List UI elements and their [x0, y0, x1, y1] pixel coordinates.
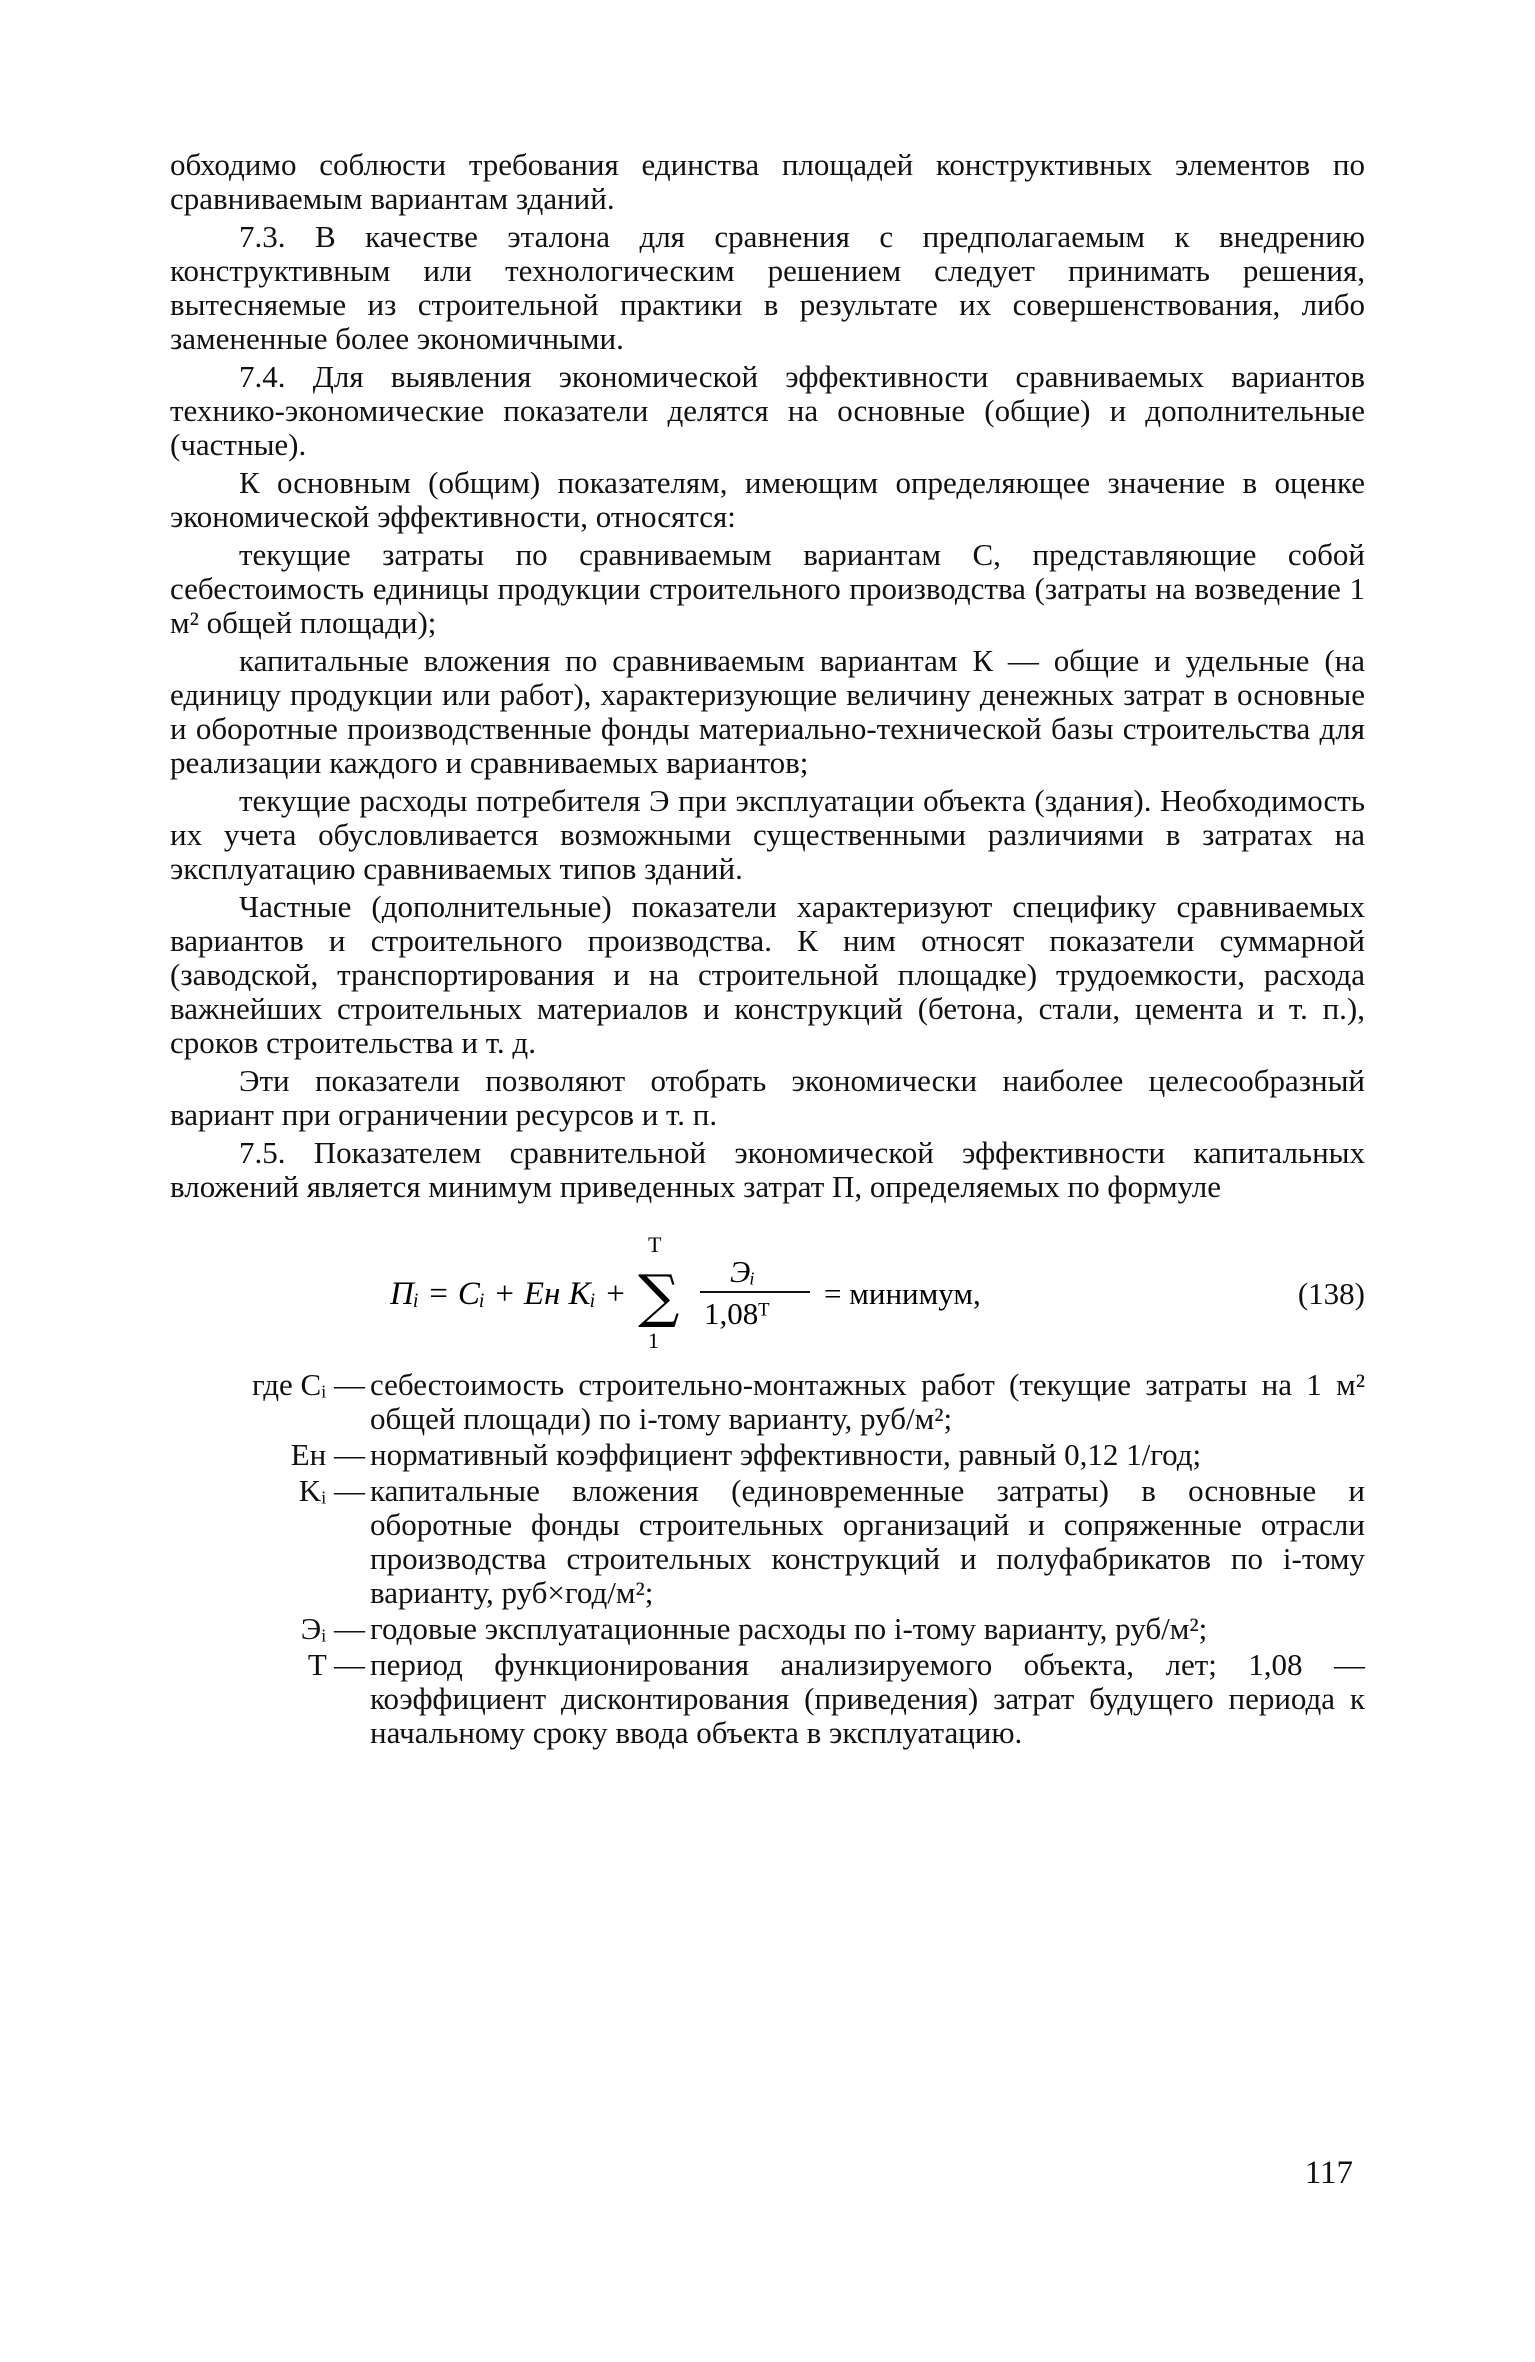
paragraph-capital-investments: капитальные вложения по сравниваемым вариантам К — общие и удельные (на единицу продукции или работ), характеризующие величину денежных затрат в основные и оборотные производственные фонды материально-технической базы строительства для реализации каждого и сравниваемых вариантов; — [170, 643, 1365, 780]
definition-text: нормативный коэффициент эффективности, равный 0,12 1/год; — [370, 1437, 1202, 1472]
paragraph-current-costs: текущие затраты по сравниваемым вариантам С, представляющие собой себестоимость единицы продукции строительного производства (затраты на возведение 1 м² общей площади); — [170, 537, 1365, 640]
definition-k — [170, 1474, 1365, 1610]
formula-138 — [170, 1232, 1365, 1350]
formula-sum-lower: 1 — [648, 1328, 659, 1350]
page-number: 117 — [1304, 2155, 1353, 2191]
definition-symbol: T — — [307, 1647, 365, 1682]
summation-icon: ∑ — [638, 1262, 680, 1330]
formula-denominator: 1,08ᵀ — [704, 1296, 770, 1331]
paragraph-7-4: 7.4. Для выявления экономической эффективности сравниваемых вариантов технико-экономические показатели делятся на основные (общие) и дополнительные (частные). — [170, 359, 1365, 462]
definition-e — [170, 1612, 1365, 1646]
definition-text: капитальные вложения (единовременные затраты) в основные и оборотные фонды строительных организаций и сопряженные отрасли производства строительных конструкций и полуфабрикатов по i-тому варианту, руб×год/м²; — [370, 1473, 1365, 1610]
definition-text: себестоимость строительно-монтажных работ (текущие затраты на 1 м² общей площади) по i-тому варианту, руб/м²; — [370, 1367, 1365, 1436]
formula-sum-upper: T — [648, 1232, 662, 1257]
paragraph-consumer-costs: текущие расходы потребителя Э при эксплуатации объекта (здания). Необходимость их учета обусловливается возможными существенными различиями в затратах на эксплуатацию сравниваемых типов зданий. — [170, 783, 1365, 886]
paragraph-main-indicators: К основным (общим) показателям, имеющим определяющее значение в оценке экономической эффективности, относятся: — [170, 465, 1365, 534]
definitions-list — [170, 1368, 1365, 1750]
paragraph-partial-indicators: Частные (дополнительные) показатели характеризуют специфику сравниваемых вариантов и строительного производства. К ним относят показатели суммарной (заводской, транспортирования и на строительной площадке) трудоемкости, расхода важнейших строительных материалов и конструкций (бетона, стали, цемента и т. п.), сроков строительства и т. д. — [170, 889, 1365, 1060]
definition-t — [170, 1648, 1365, 1750]
definition-en — [170, 1438, 1365, 1472]
definition-symbol: где Cᵢ — — [252, 1367, 365, 1402]
definition-c — [170, 1368, 1365, 1436]
definition-text: период функционирования анализируемого объекта, лет; 1,08 — коэффициент дисконтирования (приведения) затрат будущего периода к начальному сроку ввода объекта в эксплуатацию. — [370, 1647, 1365, 1750]
formula-rhs: = минимум, — [824, 1276, 981, 1311]
paragraph-continuation: обходимо соблюсти требования единства площадей конструктивных элементов по сравниваемым вариантам зданий. — [170, 147, 1365, 216]
definition-symbol: Эᵢ — — [300, 1611, 365, 1646]
equation-number: (138) — [1297, 1276, 1365, 1311]
paragraph-7-3: 7.3. В качестве эталона для сравнения с предполагаемым к внедрению конструктивным или технологическим решением следует принимать решения, вытесняемые из строительной практики в результате их совершенствования, либо замененные более экономичными. — [170, 219, 1365, 356]
formula-lhs: Пᵢ = Cᵢ + Eн Kᵢ + — [390, 1276, 627, 1312]
definition-symbol: Kᵢ — — [298, 1473, 365, 1508]
paragraph-7-5: 7.5. Показателем сравнительной экономической эффективности капитальных вложений является минимум приведенных затрат П, определяемых по формуле — [170, 1135, 1365, 1204]
definition-symbol: Eн — — [290, 1437, 365, 1472]
formula-expression — [390, 1232, 1110, 1350]
paragraph-these-indicators: Эти показатели позволяют отобрать экономически наиболее целесообразный вариант при ограничении ресурсов и т. п. — [170, 1063, 1365, 1132]
formula-numerator: Эᵢ — [730, 1254, 756, 1289]
definition-text: годовые эксплуатационные расходы по i-тому варианту, руб/м²; — [370, 1611, 1208, 1646]
